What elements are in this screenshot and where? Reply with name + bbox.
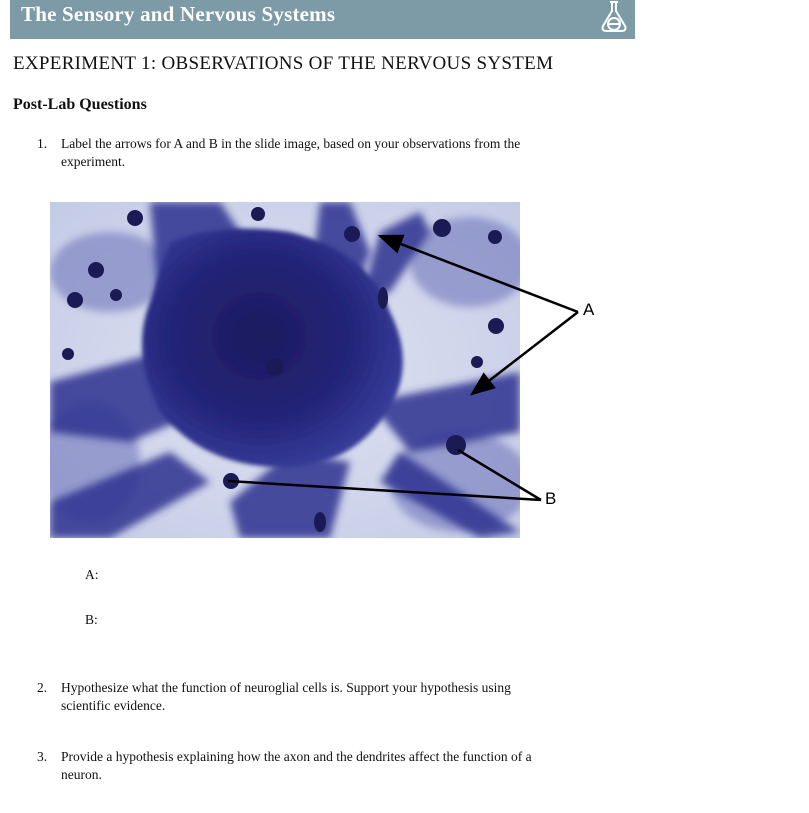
answer-a-label: A:	[85, 567, 99, 582]
question-text-line: experiment.	[61, 154, 126, 169]
header-title: The Sensory and Nervous Systems	[21, 2, 336, 26]
question-text-line: scientific evidence.	[61, 698, 166, 713]
arrow-a-lower	[472, 312, 578, 394]
question-text-line: Provide a hypothesis explaining how the axon and the dendrites affect the function of a	[61, 749, 532, 764]
arrow-a-upper	[380, 236, 578, 312]
experiment-title: EXPERIMENT 1: OBSERVATIONS OF THE NERVOUS SYSTEM	[13, 53, 554, 74]
answer-b-label: B:	[85, 612, 98, 627]
question-number: 3.	[37, 749, 48, 764]
question-number: 1.	[37, 136, 48, 151]
question-number: 2.	[37, 680, 48, 695]
arrow-label-a: A	[583, 300, 595, 319]
arrow-label-b: B	[545, 489, 557, 508]
arrow-b-right	[458, 450, 541, 500]
question-text-line: neuron.	[61, 767, 102, 782]
section-title: Post-Lab Questions	[13, 96, 147, 113]
question-text-line: Label the arrows for A and B in the slide image, based on your observations from the	[61, 136, 521, 151]
question-text-line: Hypothesize what the function of neuroglial cells is. Support your hypothesis using	[61, 680, 511, 695]
arrow-b-left	[228, 481, 541, 500]
